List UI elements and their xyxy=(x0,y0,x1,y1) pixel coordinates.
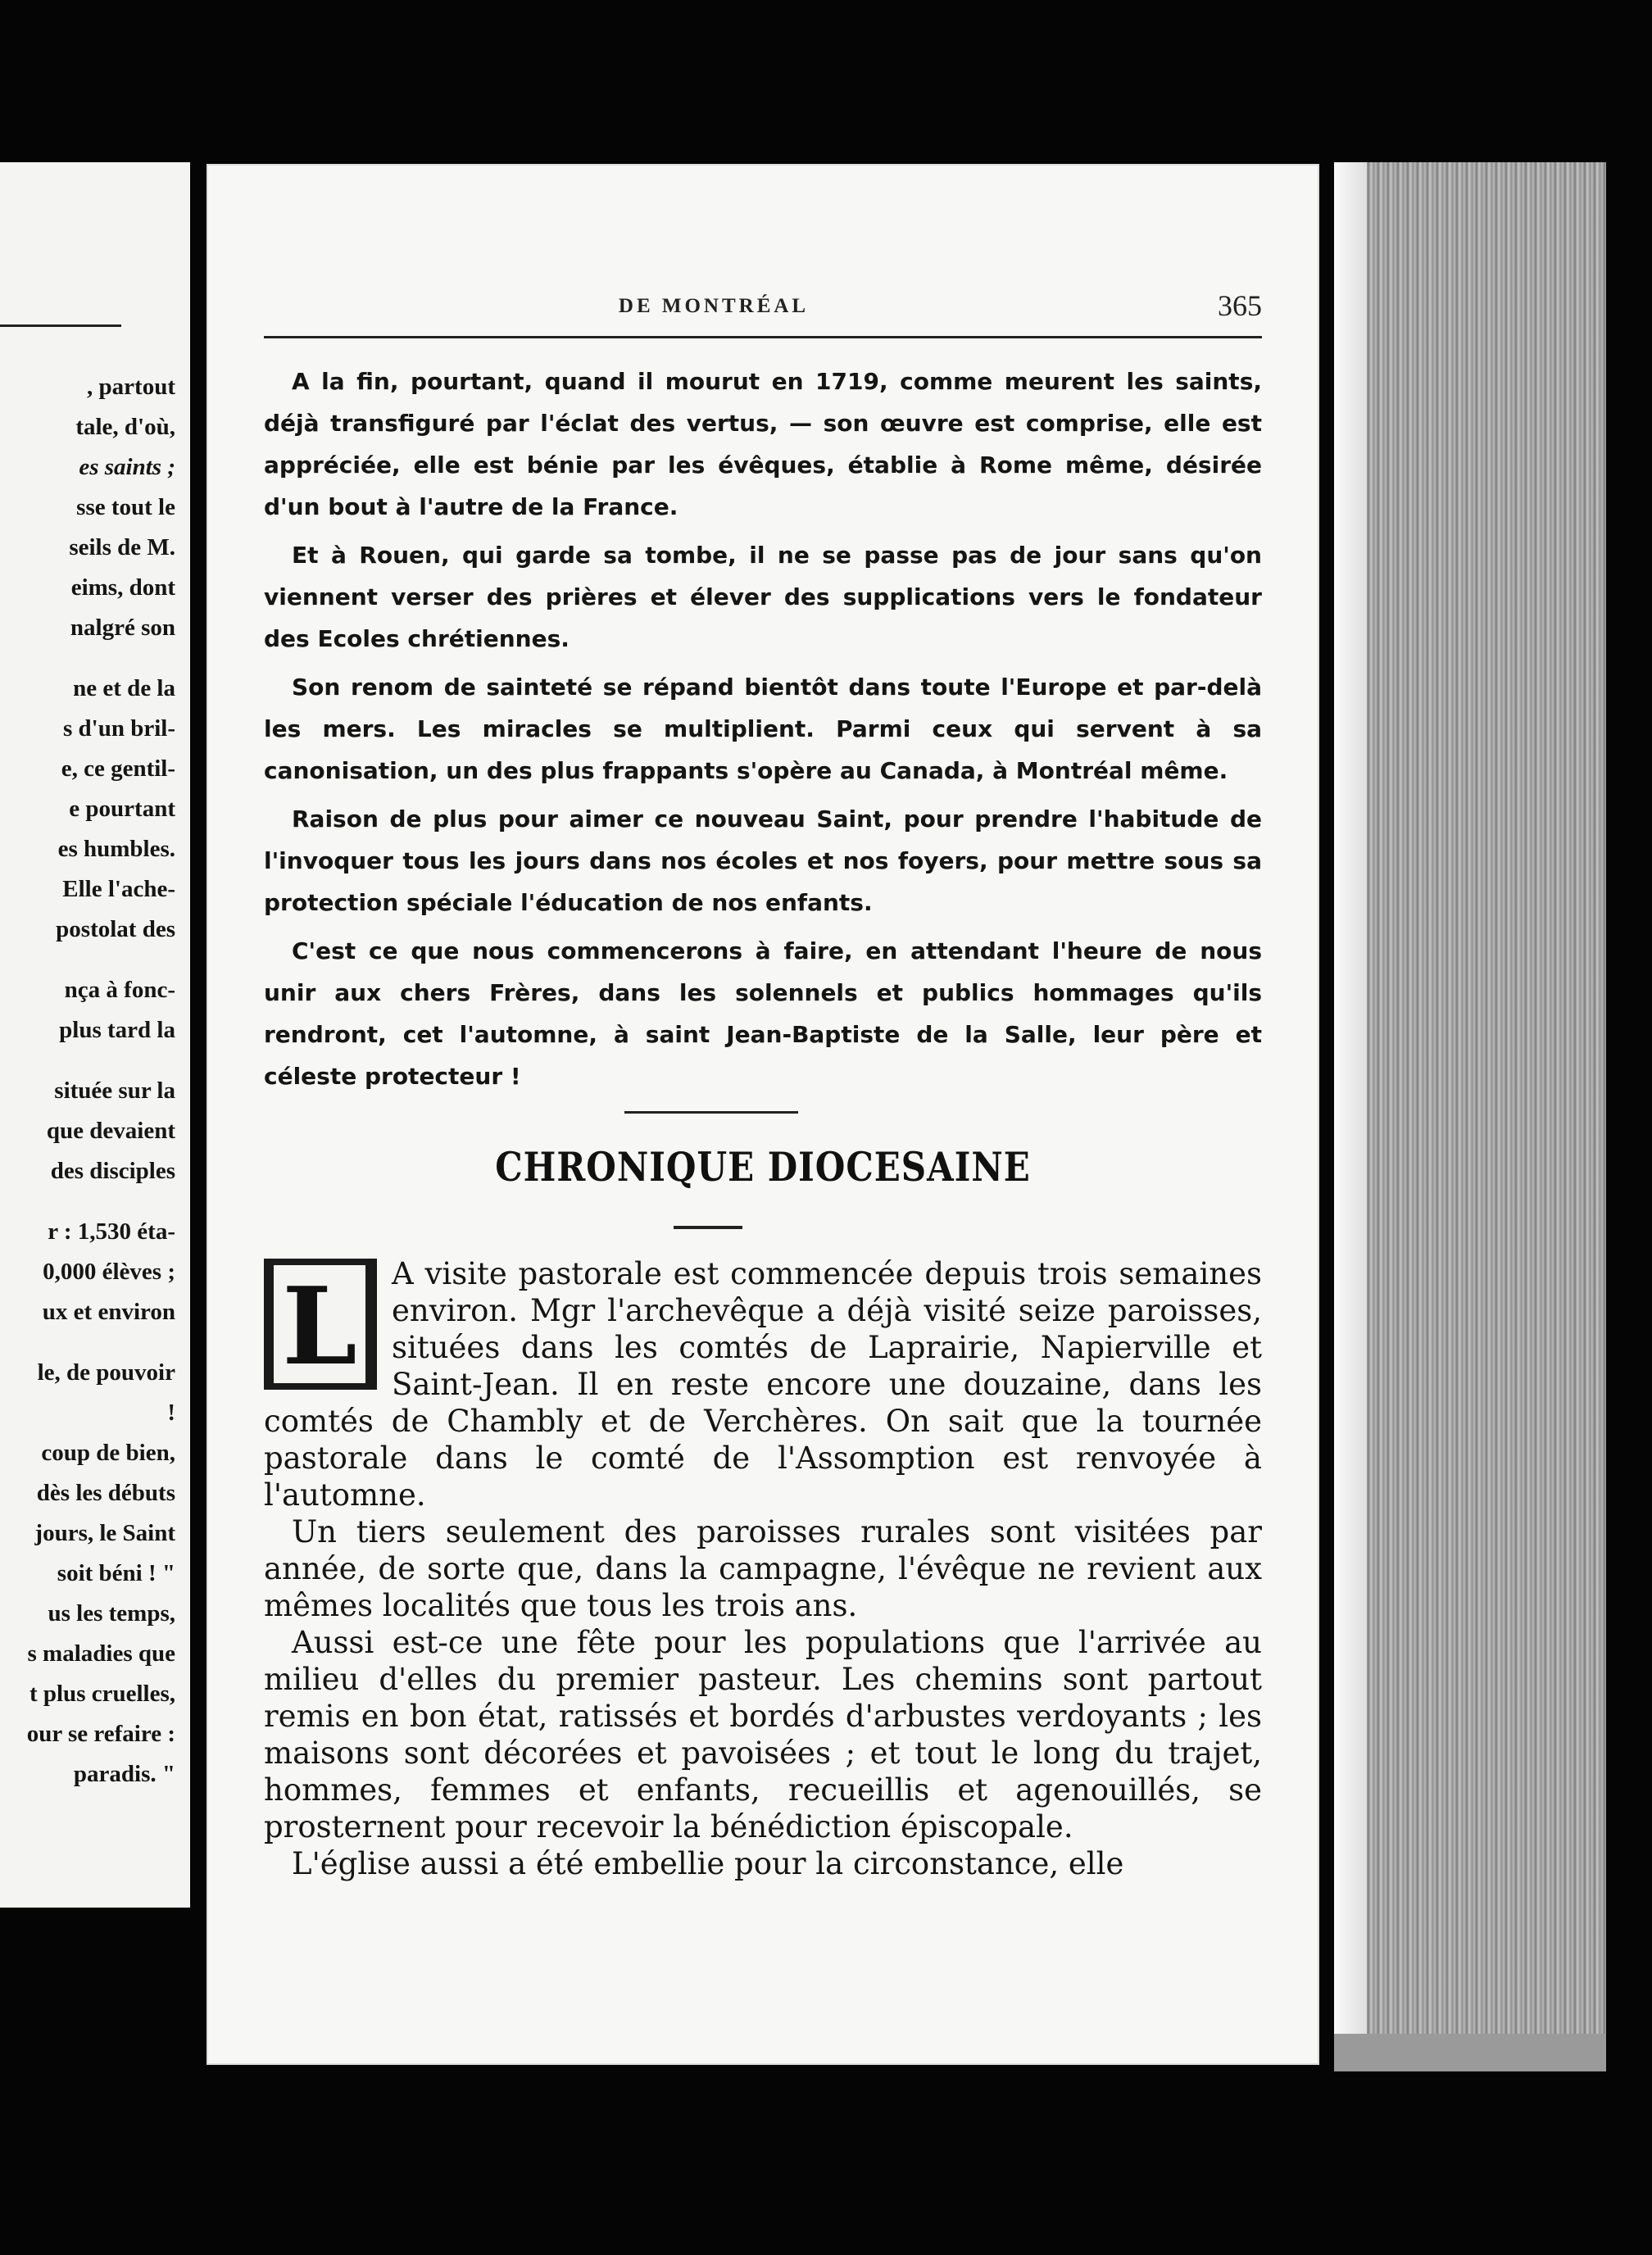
paragraph: L'église aussi a été embellie pour la circonstance, elle xyxy=(292,1846,1124,1881)
left-line: paradis. " xyxy=(73,1761,175,1787)
book-base xyxy=(1334,2034,1606,2071)
running-head xyxy=(264,287,1262,324)
title-underline xyxy=(674,1226,742,1229)
left-line: le, de pouvoir xyxy=(37,1359,175,1386)
left-line: coup de bien, xyxy=(41,1440,175,1466)
left-line: es humbles. xyxy=(57,836,175,862)
page-number: 365 xyxy=(1218,289,1262,322)
left-line: que devaient xyxy=(46,1118,175,1144)
left-line: postolat des xyxy=(56,916,175,942)
left-line: s maladies que xyxy=(27,1640,175,1667)
left-page-fragment xyxy=(0,162,190,1908)
left-line: située sur la xyxy=(54,1078,175,1104)
left-line: r : 1,530 éta- xyxy=(48,1218,175,1245)
drop-cap-letter: L xyxy=(274,1265,365,1383)
left-line: e pourtant xyxy=(69,796,175,822)
right-page xyxy=(206,164,1319,2065)
left-line: ne et de la xyxy=(73,675,175,701)
paragraph: Un tiers seulement des paroisses rurales sont visitées par année, de sorte que, dans la campagne, l'évêque ne revient aux mêmes localités que tous les trois ans. xyxy=(264,1514,1262,1623)
chronique-body xyxy=(264,1255,1262,1882)
left-line: des disciples xyxy=(50,1158,175,1184)
left-line: eims, dont xyxy=(70,574,175,601)
left-line: plus tard la xyxy=(59,1017,175,1043)
left-line: soit béni ! " xyxy=(57,1560,175,1586)
left-line: Elle l'ache- xyxy=(62,876,175,902)
paragraph: Son renom de sainteté se répand bientôt dans toute l'Europe et par-delà les mers. Les miracles se multiplient. Parmi ceux qui servent à sa canonisation, un des plus frappants s'opère au Canada, à Montréal même. xyxy=(264,674,1262,784)
left-line: es saints ; xyxy=(79,454,175,480)
left-line: tale, d'où, xyxy=(75,414,175,440)
left-line: s d'un bril- xyxy=(63,715,175,742)
running-title: DE MONTRÉAL xyxy=(618,295,810,317)
paragraph: C'est ce que nous commencerons à faire, en attendant l'heure de nous unir aux chers Frères, dans les solennels et publics hommages qu'ils rendront, cet l'automne, à saint Jean-Baptiste de la Salle, leur père et céleste protecteur ! xyxy=(264,937,1262,1090)
left-line: jours, le Saint xyxy=(34,1520,175,1546)
page-edge-highlight xyxy=(1334,162,1367,2071)
section-divider xyxy=(624,1111,798,1114)
section-title: CHRONIQUE DIOCESAINE xyxy=(495,1144,1031,1191)
left-line: sse tout le xyxy=(76,494,175,520)
left-line: us les temps, xyxy=(48,1600,175,1627)
left-line: nalgré son xyxy=(70,615,175,641)
header-rule xyxy=(264,336,1262,338)
left-header-rule xyxy=(0,324,121,327)
left-line: ux et environ xyxy=(42,1299,175,1325)
left-line: 0,000 élèves ; xyxy=(43,1259,175,1285)
left-line: dès les débuts xyxy=(36,1480,175,1506)
left-line: seils de M. xyxy=(69,534,175,560)
left-line: nça à fonc- xyxy=(64,977,175,1003)
paragraph: Aussi est-ce une fête pour les populations que l'arrivée au milieu d'elles du premier pasteur. Les chemins sont partout remis en bon état, ratissés et bordés d'arbustes verdoyants ; les maisons sont décorées et pavoisées ; et tout le long du trajet, hommes, femmes et enfants, recueillis et agenouillés, se prosternent pour recevoir la bénédiction épiscopale. xyxy=(264,1625,1262,1844)
drop-cap-ornament xyxy=(264,1259,377,1390)
left-line: , partout xyxy=(87,374,175,400)
left-line: ! xyxy=(167,1400,175,1426)
paragraph: A la fin, pourtant, quand il mourut en 1719, comme meurent les saints, déjà transfiguré par l'éclat des vertus, — son œuvre est comprise, elle est appréciée, elle est bénie par les évêques, établie à Rome même, désirée d'un bout à l'autre de la France. xyxy=(264,368,1262,520)
paragraph: Et à Rouen, qui garde sa tombe, il ne se passe pas de jour sans qu'on viennent verser des prières et élever des supplications vers le fondateur des Ecoles chrétiennes. xyxy=(264,542,1262,652)
article-body xyxy=(264,361,1262,1104)
left-line: e, ce gentil- xyxy=(61,755,175,782)
left-page-text xyxy=(0,367,175,1794)
left-line: t plus cruelles, xyxy=(29,1681,175,1707)
paragraph: Raison de plus pour aimer ce nouveau Saint, pour prendre l'habitude de l'invoquer tous les jours dans nos écoles et nos foyers, pour mettre sous sa protection spéciale l'éducation de nos enfants. xyxy=(264,805,1262,916)
book-page-edges xyxy=(1334,162,1606,2071)
paragraph: A visite pastorale est commencée depuis trois semaines environ. Mgr l'archevêque a déjà visité seize paroisses, situées dans les comtés de Laprairie, Napierville et Saint-Jean. Il en reste encore une douzaine, dans les comtés de Chambly et de Verchères. On sait que la tournée pastorale dans le comté de l'Assomption est renvoyée à l'automne. xyxy=(264,1256,1262,1513)
left-line: our se refaire : xyxy=(26,1721,175,1747)
